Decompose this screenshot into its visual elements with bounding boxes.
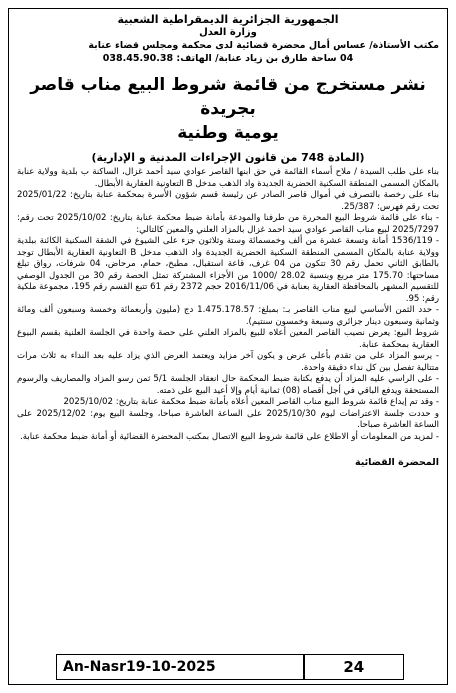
paragraph-request: بناء على طلب السيدة / ملاح أسماء القائمة في حق ابنها القاصر عوادي سيد أحمد غزال، الساكنة ب بلدية وولاية عنابة بالمكان المسمى المنطقة السكنية الحضرية الجديدة واد الذهب مدخل B التعاونية العقارية الأبطال. bbox=[17, 167, 439, 189]
paragraph-session-dates: و حددت جلسة الاعتراضات ليوم 2025/10/30 على الساعة العاشرة صباحا، وجلسة البيع يوم: 2025/12/02 على الساعة العاشرة صباحا. bbox=[17, 408, 439, 430]
paragraph-property-description: - 1536/119 أمانة وتسعة عشرة من ألف وخمسمائة وستة وثلاثون جزء على الشيوع في الشقة السكنية الكائنة ببلدية وولاية عنابة بالمكان المسمى المنطقة السكنية الحضرية الجديدة واد الذهب مدخل B التعاونية العقارية الأبطال توجد بالطابق الثاني تحمل رقم 30 تتكون من 04 غرف، قاعة استقبال، مطبخ، حمام، مرحاض، 04 شرفات، رواق تبلغ مساحتها: 175.70 متر مربع وبنسبة 28.02 /1000 من الأجزاء المشتركة تمثل الحصة رقم 30 من الجدول الوصفي للتقسيم المشهر بالمحافظة العقارية بعنابة في 2016/11/06 حجم 2372 رقم 61 تتبع القسم رقم 195، مجموعة ملكية رقم: 95. bbox=[17, 236, 440, 304]
paragraph-conditions-list: - بناء على قائمة شروط البيع المحررة من طرفنا والمودعة بأمانة ضبط محكمة عنابة بتاريخ: 2025/10/02 تحت رقم: 2025/7297 لبيع مناب القاصر عوادي سيد احمد غزال بالمزاد العلني والمعين كالتالي: bbox=[17, 213, 439, 235]
title-line-2: يومية وطنية bbox=[177, 123, 279, 143]
notice-title bbox=[17, 73, 439, 145]
newspaper-footer bbox=[56, 654, 404, 680]
paragraph-payment: - على الراسي عليه المزاد أن يدفع بكتابة ضبط المحكمة حال انعقاد الجلسة 5/1 ثمن رسو المزاد والمصاريف والرسوم المستحقة ويدفع الباقي في أجل أقصاه (08) ثمانية أيام وإلا أعيد البيع على ذمته. bbox=[17, 374, 439, 396]
paragraph-base-price: - حدد الثمن الأساسي لبيع مناب القاصر بـ: بمبلغ: 1.475.178.57 دج (مليون وأربعمائة وخمسة وسبعون ألف ومائة وثمانية وسبعون دينار جزائري وسبعة وخمسون سنتيم). bbox=[17, 305, 439, 327]
notice-body bbox=[17, 167, 439, 443]
header-republic: الجمهورية الجزائرية الديمقراطية الشعبية bbox=[117, 13, 339, 26]
paragraph-contact: - لمزيد من المعلومات أو الاطلاع على قائمة شروط البيع الاتصال بمكتب المحضرة القضائية أو أمانة ضبط محكمة عنابة. bbox=[19, 431, 439, 442]
paragraph-authorization: بناء على رخصة بالتصرف في أموال قاصر الصادر عن رئيسة قسم شؤون الأسرة بمحكمة عنابة بتاريخ: 2025/01/22 تحت رقم فهرس: 25/387. bbox=[17, 190, 439, 212]
paragraph-bidding: - يرسو المزاد على من تقدم بأعلى عرض و يكون آخر مزايد ويعتمد العرض الذي يزاد عليه بعد النداء به ثلاث مرات متتالية تفصل بين كل نداء دقيقة واحدة. bbox=[17, 351, 439, 373]
signature-bailiff: المحضرة القضائية bbox=[354, 457, 439, 468]
paragraph-sale-terms: شروط البيع: يعرض نصيب القاصر المعين أعلاه للبيع بالمزاد العلني على حصة واحدة في الجلسة العلنية بقسم البيوع العقارية بمحكمة عنابة. bbox=[17, 328, 439, 350]
header-address: 04 ساحة طارق بن زياد عنابة/ الهاتف: 038.45.90.38 bbox=[102, 53, 354, 64]
header-office: مكتب الأستاذة/ عساس أمال محضرة قضائية لدى محكمة ومجلس قضاء عنابة bbox=[88, 40, 439, 51]
article-reference: (المادة 748 من قانون الإجراءات المدنية و الإدارية) bbox=[91, 151, 365, 164]
page-number: 24 bbox=[343, 658, 365, 676]
header-ministry: وزارة العدل bbox=[199, 27, 257, 38]
legal-notice-frame bbox=[8, 8, 448, 685]
notice-header bbox=[17, 13, 439, 65]
newspaper-source-date: An-Nasr19-10-2025 bbox=[63, 659, 216, 675]
title-line-1: نشر مستخرج من قائمة شروط البيع مناب قاصر بجريدة bbox=[30, 75, 426, 119]
paragraph-deposit: - وقد تم إيداع قائمة شروط البيع مناب القاصر المعين أعلاه بأمانة ضبط محكمة عنابة بتاريخ: 2025/10/02 bbox=[63, 397, 439, 407]
